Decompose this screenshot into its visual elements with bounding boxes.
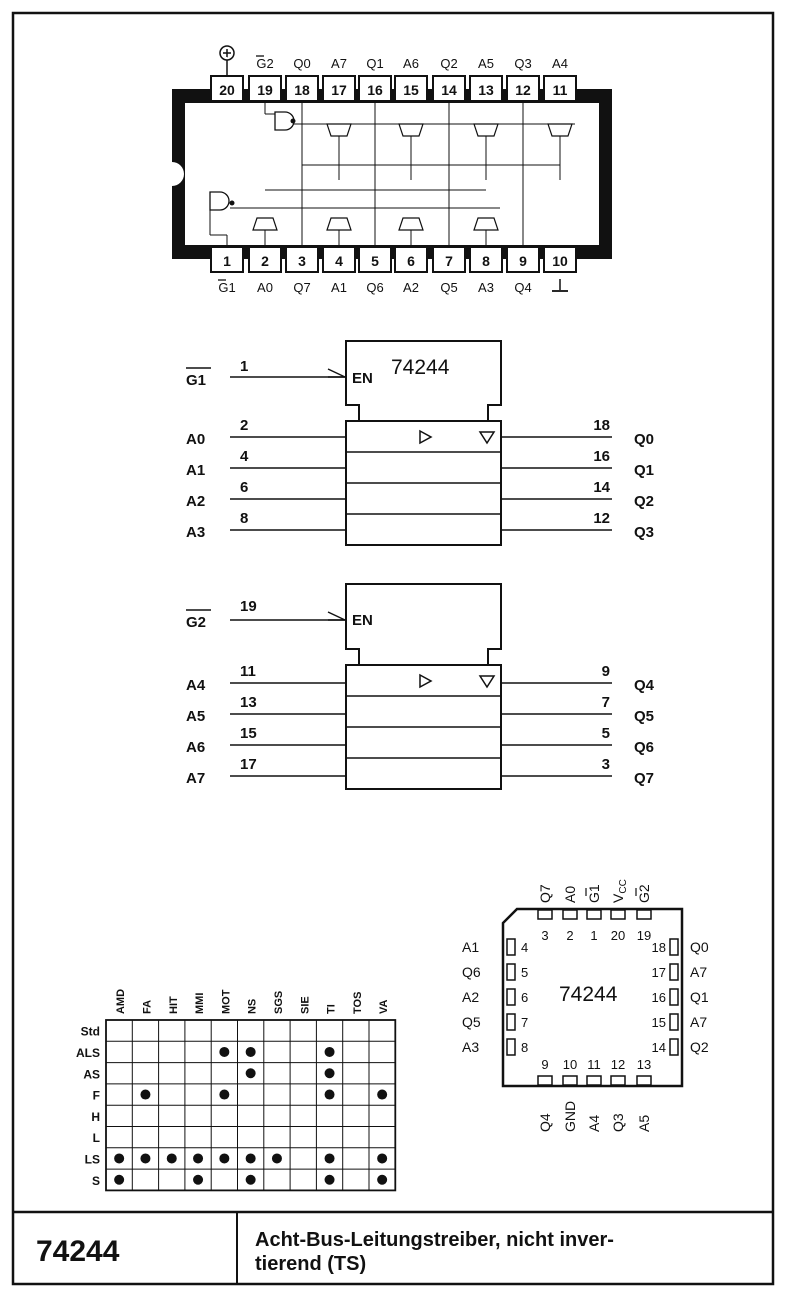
dip-pin-label: A7 xyxy=(331,56,347,71)
manufacturer-label: SGS xyxy=(272,990,285,1014)
enable-arrow-1 xyxy=(328,369,345,377)
enable-label-1: G1 xyxy=(186,372,207,389)
dip-pin-label: ⊕ xyxy=(227,58,228,59)
plcc-pin-label: A5 xyxy=(636,1114,652,1132)
availability-dot xyxy=(140,1153,150,1163)
availability-dot xyxy=(246,1153,256,1163)
input-pin: 11 xyxy=(240,663,256,680)
tristate-triangle-icon xyxy=(480,676,494,687)
buffer-gate-icon xyxy=(474,218,498,230)
input-pin: 6 xyxy=(240,479,249,496)
dip-pin-label: A6 xyxy=(403,56,419,71)
dip-pin-number: 19 xyxy=(257,82,273,98)
plcc-pad xyxy=(611,910,625,919)
dip-pin-number: 2 xyxy=(261,253,269,269)
logic-block-2 xyxy=(186,584,655,789)
plcc-pin-number: 6 xyxy=(521,990,529,1005)
enable-label-2: G2 xyxy=(186,614,207,631)
plcc-pin-number: 14 xyxy=(651,1040,666,1055)
plcc-pad xyxy=(670,989,678,1005)
plcc-chip-title: 74244 xyxy=(559,983,618,1006)
availability-dot xyxy=(377,1175,387,1185)
plcc-pad xyxy=(507,1039,515,1055)
output-pin: 18 xyxy=(593,417,610,434)
dip-pin-label: A4 xyxy=(552,56,568,71)
manufacturer-label: TOS xyxy=(351,991,364,1014)
bubble xyxy=(291,119,296,124)
dip-pin-label: A2 xyxy=(403,280,419,295)
plcc-pin-number: 13 xyxy=(636,1057,652,1072)
manufacturer-label: AMD xyxy=(115,988,128,1014)
input-pin: 13 xyxy=(240,694,257,711)
logic-block-1 xyxy=(186,341,654,545)
plcc-pin-number: 16 xyxy=(651,990,666,1005)
plcc-pad xyxy=(507,1014,515,1030)
dip-pin-number: 14 xyxy=(441,82,457,98)
plcc-pin-number: 5 xyxy=(521,965,529,980)
plcc-pin-label: A7 xyxy=(690,1014,708,1030)
manufacturer-label: SIE xyxy=(299,996,312,1014)
dip-pin-number: 12 xyxy=(515,82,531,98)
output-pin: 9 xyxy=(601,663,610,680)
enable-pin-2: 19 xyxy=(240,598,257,615)
manufacturer-label: MOT xyxy=(220,989,233,1014)
part-description-line1: Acht-Bus-Leitungstreiber, nicht inver- xyxy=(255,1229,614,1251)
buffer-gate-icon xyxy=(327,124,351,136)
availability-dot xyxy=(325,1153,335,1163)
buffer-gate-icon xyxy=(399,124,423,136)
dip-pin-number: 16 xyxy=(367,82,383,98)
plcc-pin-label: Q2 xyxy=(690,1039,709,1055)
output-label: Q3 xyxy=(634,524,655,541)
manufacturer-label: FA xyxy=(141,999,154,1014)
dip-pin-number: 20 xyxy=(219,82,235,98)
availability-dot xyxy=(377,1090,387,1100)
output-label: Q0 xyxy=(634,431,655,448)
input-label: A3 xyxy=(186,524,206,541)
plcc-pad xyxy=(507,964,515,980)
input-label: A5 xyxy=(186,708,206,725)
plcc-pad xyxy=(563,910,577,919)
family-label: S xyxy=(91,1173,100,1188)
buffer-gate-icon xyxy=(474,124,498,136)
output-pin: 16 xyxy=(593,448,610,465)
manufacturer-label: MMI xyxy=(194,992,207,1014)
plcc-pin-label: $V_{CC}$ xyxy=(610,879,629,903)
plcc-pin-label: Q3 xyxy=(610,1113,626,1132)
plcc-pin-number: 4 xyxy=(521,940,529,955)
family-label: F xyxy=(92,1088,100,1103)
availability-dot xyxy=(140,1090,150,1100)
dip-pin-label: G2 xyxy=(256,56,274,71)
plcc-pin-label: Q6 xyxy=(462,964,481,980)
dip-pin-number: 17 xyxy=(331,82,347,98)
enable-pin-1: 1 xyxy=(240,358,249,375)
input-pin: 17 xyxy=(240,756,257,773)
dip-pin-number: 1 xyxy=(223,253,231,269)
manufacturer-label: VA xyxy=(378,999,391,1014)
plcc-pin-label: A1 xyxy=(462,939,480,955)
input-label: A2 xyxy=(186,493,206,510)
availability-dot xyxy=(219,1047,229,1057)
plcc-pad xyxy=(637,910,651,919)
output-label: Q7 xyxy=(634,770,655,787)
availability-dot xyxy=(219,1090,229,1100)
plcc-pad xyxy=(507,989,515,1005)
family-label: Std xyxy=(80,1024,100,1039)
plcc-pad xyxy=(538,1076,552,1085)
dip-pin-label: A0 xyxy=(257,280,273,295)
dip-pin-number: 8 xyxy=(482,253,490,269)
dip-pin-label: G1 xyxy=(218,280,236,295)
dip-pin-number: 3 xyxy=(298,253,306,269)
plcc-pin-number: 20 xyxy=(610,928,626,943)
plcc-pad xyxy=(637,1076,651,1085)
dip-pin-number: 9 xyxy=(519,253,527,269)
input-pin: 2 xyxy=(240,417,249,434)
input-label: A0 xyxy=(186,431,206,448)
plcc-pin-number: 10 xyxy=(562,1057,578,1072)
output-pin: 12 xyxy=(593,510,610,527)
plcc-pin-label: A7 xyxy=(690,964,708,980)
availability-dot xyxy=(325,1068,335,1078)
dip-pin-number: 5 xyxy=(371,253,379,269)
plcc-pad xyxy=(611,1076,625,1085)
plcc-pin-label: Q7 xyxy=(537,884,553,903)
plcc-pad xyxy=(563,1076,577,1085)
plcc-pin-number: 18 xyxy=(651,940,666,955)
availability-dot xyxy=(114,1153,124,1163)
plcc-package xyxy=(462,879,709,1132)
dip-pin-number: 15 xyxy=(403,82,419,98)
dip-pin-label: Q6 xyxy=(366,280,384,295)
availability-dot xyxy=(114,1175,124,1185)
plcc-pin-label: Q1 xyxy=(690,989,709,1005)
output-label: Q5 xyxy=(634,708,655,725)
en-label-2: EN xyxy=(352,612,373,629)
manufacturer-label: NS xyxy=(246,998,259,1014)
plcc-pin-label: GND xyxy=(562,1100,578,1132)
dip-pin-number: 11 xyxy=(552,82,568,98)
plcc-pin-number: 12 xyxy=(610,1057,626,1072)
input-pin: 8 xyxy=(240,510,249,527)
dip-pin-number: 10 xyxy=(552,253,568,269)
dip-pin-label: Q7 xyxy=(293,280,311,295)
plcc-pin-label: Q4 xyxy=(537,1113,553,1132)
plcc-pin-number: 17 xyxy=(651,965,666,980)
availability-dot xyxy=(377,1153,387,1163)
input-label: A7 xyxy=(186,770,206,787)
tristate-triangle-icon xyxy=(480,432,494,443)
dip-pin-label: Q0 xyxy=(293,56,311,71)
dip-pin-label: Q5 xyxy=(440,280,458,295)
plcc-pin-number: 11 xyxy=(587,1057,601,1072)
bubble xyxy=(230,201,235,206)
availability-dot xyxy=(193,1175,203,1185)
manufacturer-label: TI xyxy=(325,1004,338,1014)
plcc-pad xyxy=(507,939,515,955)
buffer-triangle-icon xyxy=(420,675,431,687)
dip-pin-label: A1 xyxy=(331,280,347,295)
plcc-pad xyxy=(670,939,678,955)
input-label: A4 xyxy=(186,677,206,694)
plcc-pin-label: A0 xyxy=(562,885,578,903)
plcc-pin-label: G2 xyxy=(636,884,652,903)
plcc-pin-label: A2 xyxy=(462,989,480,1005)
output-label: Q1 xyxy=(634,462,655,479)
output-label: Q4 xyxy=(634,677,655,694)
plcc-pin-number: 9 xyxy=(541,1057,549,1072)
enable-arrow-2 xyxy=(328,612,345,620)
input-label: A1 xyxy=(186,462,206,479)
availability-matrix xyxy=(76,989,395,1191)
buffer-gate-icon xyxy=(399,218,423,230)
plcc-pin-number: 3 xyxy=(541,928,549,943)
plcc-pin-number: 15 xyxy=(651,1015,666,1030)
part-description-line2: tierend (TS) xyxy=(255,1253,367,1275)
availability-dot xyxy=(246,1047,256,1057)
dip-pin-number: 6 xyxy=(407,253,415,269)
dip-pin-label: Q2 xyxy=(440,56,458,71)
availability-dot xyxy=(246,1175,256,1185)
plcc-pin-label: Q5 xyxy=(462,1014,481,1030)
plcc-pad xyxy=(538,910,552,919)
en-label-1: EN xyxy=(352,370,373,387)
dip-pin-label: Q4 xyxy=(514,280,532,295)
buffer-gate-icon xyxy=(253,218,277,230)
dip-package xyxy=(172,46,612,295)
buffer-gate-icon xyxy=(327,218,351,230)
input-label: A6 xyxy=(186,739,206,756)
output-label: Q2 xyxy=(634,493,655,510)
availability-dot xyxy=(325,1175,335,1185)
dip-pin-number: 7 xyxy=(445,253,453,269)
availability-dot xyxy=(272,1153,282,1163)
family-label: AS xyxy=(83,1067,100,1082)
plcc-pad xyxy=(670,1039,678,1055)
dip-pin-label: A5 xyxy=(478,56,494,71)
output-pin: 3 xyxy=(601,756,610,773)
output-label: Q6 xyxy=(634,739,655,756)
buffer-triangle-icon xyxy=(420,431,431,443)
availability-dot xyxy=(246,1068,256,1078)
plcc-pin-number: 19 xyxy=(636,928,652,943)
output-pin: 7 xyxy=(601,694,610,711)
dip-pin-number: 4 xyxy=(335,253,343,269)
family-label: L xyxy=(92,1131,100,1146)
family-label: ALS xyxy=(76,1045,100,1060)
plcc-pin-label: A4 xyxy=(586,1114,602,1132)
dip-pin-label: A3 xyxy=(478,280,494,295)
plcc-pad xyxy=(587,910,601,919)
family-label: LS xyxy=(84,1152,100,1167)
plcc-pin-label: G1 xyxy=(586,884,602,903)
dip-pin-number: 18 xyxy=(294,82,310,98)
output-pin: 14 xyxy=(593,479,610,496)
family-label: H xyxy=(91,1109,100,1124)
plcc-pin-number: 2 xyxy=(566,928,574,943)
output-pin: 5 xyxy=(601,725,610,742)
availability-dot xyxy=(193,1153,203,1163)
dip-pin-label: Q3 xyxy=(514,56,532,71)
inverter-gate-icon xyxy=(210,192,229,210)
part-number: 74244 xyxy=(36,1235,120,1268)
availability-dot xyxy=(325,1047,335,1057)
buffer-gate-icon xyxy=(548,124,572,136)
availability-dot xyxy=(167,1153,177,1163)
plcc-pin-label: A3 xyxy=(462,1039,480,1055)
dip-pin-label: Q1 xyxy=(366,56,384,71)
plcc-pad xyxy=(587,1076,601,1085)
chip-title: 74244 xyxy=(391,356,450,379)
plcc-pin-number: 1 xyxy=(590,928,598,943)
manufacturer-label: HIT xyxy=(167,996,180,1014)
availability-dot xyxy=(219,1153,229,1163)
dip-pin-number: 13 xyxy=(478,82,494,98)
plcc-pin-number: 7 xyxy=(521,1015,529,1030)
input-pin: 15 xyxy=(240,725,257,742)
input-pin: 4 xyxy=(240,448,249,465)
plcc-pad xyxy=(670,1014,678,1030)
plcc-pad xyxy=(670,964,678,980)
dip-pin-label: ⊥ xyxy=(560,290,561,291)
plcc-pin-number: 8 xyxy=(521,1040,529,1055)
availability-dot xyxy=(325,1090,335,1100)
plcc-pin-label: Q0 xyxy=(690,939,709,955)
